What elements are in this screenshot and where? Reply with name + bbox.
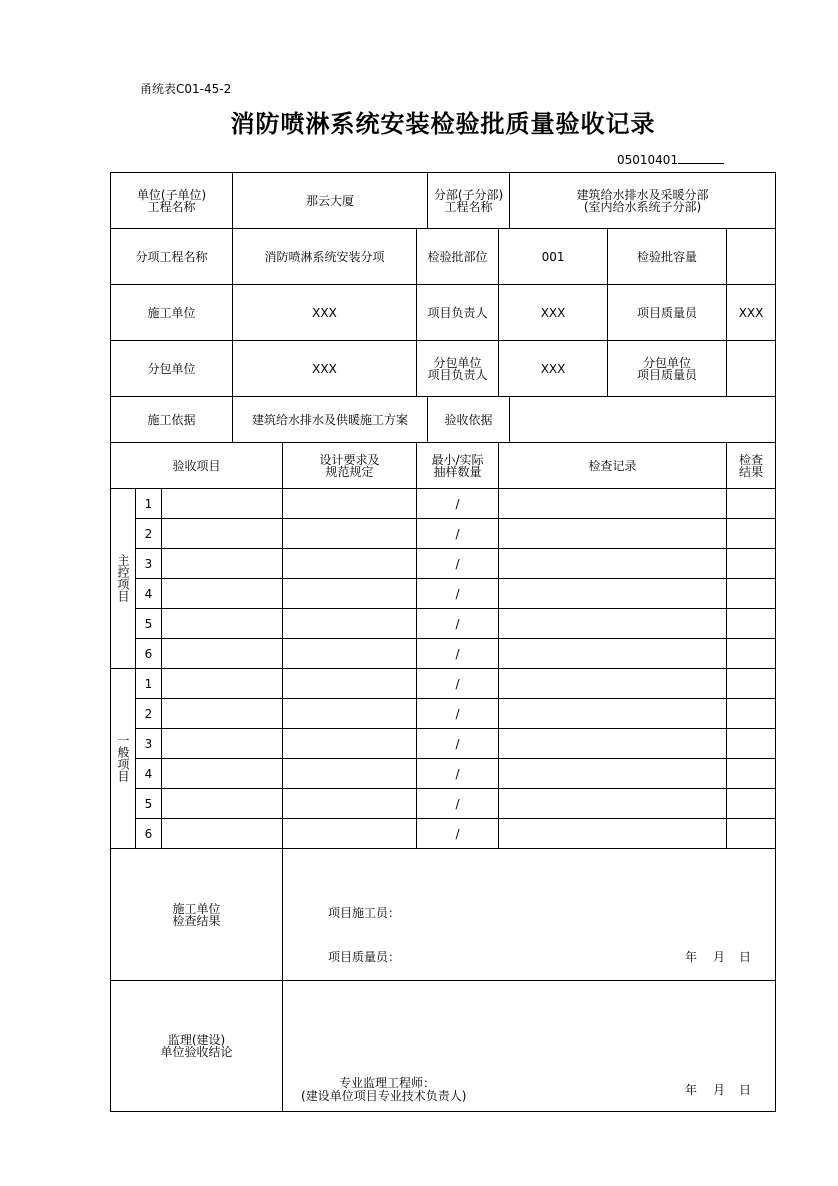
row-sample: / [417,699,499,729]
row-record [499,609,727,639]
quality-officer-label: 项目质量员 [608,285,727,341]
row-result [727,819,776,849]
row-design [283,609,417,639]
batch-capacity-label: 检验批容量 [608,229,727,285]
row-record [499,759,727,789]
row-no: 2 [136,519,162,549]
row-sample: / [417,639,499,669]
row-no: 6 [136,639,162,669]
col-item: 验收项目 [111,443,283,489]
row-result [727,759,776,789]
contractor-check-signature [283,849,776,981]
row-no: 3 [136,549,162,579]
row-sample: / [417,549,499,579]
table-row [111,579,776,609]
month-label: 月 [713,950,726,964]
row-item [162,609,283,639]
contractor-label: 施工单位 [111,285,233,341]
year-label: 年 [685,950,698,964]
table-row [111,489,776,519]
day-label: 日 [739,1083,752,1097]
row-result [727,519,776,549]
row-no: 5 [136,789,162,819]
row-record [499,489,727,519]
unit-project-label: 单位(子单位) 工程名称 [111,173,233,229]
row-design [283,639,417,669]
year-label: 年 [685,1083,698,1097]
row-no: 4 [136,759,162,789]
row-record [499,519,727,549]
sub-quality-label: 分包单位 项目质量员 [608,341,727,397]
contractor-check-label: 施工单位 检查结果 [111,849,283,981]
table-row [111,819,776,849]
row-sample: / [417,579,499,609]
table-row [111,699,776,729]
row-design [283,549,417,579]
row-result [727,609,776,639]
row-design [283,759,417,789]
table-row [111,519,776,549]
row-sample: / [417,789,499,819]
row-no: 2 [136,699,162,729]
batch-part-label: 检验批部位 [417,229,499,285]
row-item [162,519,283,549]
col-design: 设计要求及 规范规定 [283,443,417,489]
row-record [499,549,727,579]
row-item [162,549,283,579]
row-sample: / [417,519,499,549]
row-record [499,579,727,609]
row-item [162,579,283,609]
row-result [727,669,776,699]
day-label: 日 [739,950,752,964]
row-item [162,489,283,519]
row-design [283,729,417,759]
supervision-signature [283,981,776,1112]
table-row [111,609,776,639]
sub-manager-value: XXX [499,341,608,397]
row-result [727,789,776,819]
row-record [499,699,727,729]
page-title: 消防喷淋系统安装检验批质量验收记录 [230,110,656,138]
subcontractor-label: 分包单位 [111,341,233,397]
worker-label: 项目施工员： [328,906,401,920]
row-design [283,669,417,699]
row-item [162,759,283,789]
col-result: 检查 结果 [727,443,776,489]
subcontractor-value: XXX [233,341,417,397]
col-sample: 最小/实际 抽样数量 [417,443,499,489]
engineer-label: 专业监理工程师： [339,1076,436,1090]
row-design [283,789,417,819]
form-code: 甬统表C01-45-2 [140,82,232,96]
row-result [727,489,776,519]
row-result [727,579,776,609]
row-record [499,669,727,699]
row-no: 1 [136,489,162,519]
row-design [283,489,417,519]
engineer-alt-label: (建设单位项目专业技术负责人) [301,1089,467,1103]
row-sample: / [417,489,499,519]
unit-project-value: 那云大厦 [233,173,428,229]
sub-division-value: 建筑给水排水及采暖分部 (室内给水系统子分部) [510,173,776,229]
item-project-value: 消防喷淋系统安装分项 [233,229,417,285]
row-result [727,639,776,669]
row-record [499,729,727,759]
construction-basis-label: 施工依据 [111,397,233,443]
row-sample: / [417,759,499,789]
row-item [162,699,283,729]
row-item [162,789,283,819]
row-no: 6 [136,819,162,849]
sub-division-label: 分部(子分部) 工程名称 [428,173,510,229]
row-result [727,729,776,759]
table-row [111,789,776,819]
row-design [283,819,417,849]
item-project-label: 分项工程名称 [111,229,233,285]
row-no: 3 [136,729,162,759]
row-record [499,819,727,849]
table-row [111,669,776,699]
contractor-value: XXX [233,285,417,341]
doc-number-blank [678,152,724,164]
main-items-group: 主控项目 [111,489,136,669]
quality-label: 项目质量员： [328,950,401,964]
row-item [162,669,283,699]
quality-officer-value: XXX [727,285,776,341]
row-sample: / [417,729,499,759]
doc-number-value: 05010401 [617,153,679,167]
table-row [111,759,776,789]
row-item [162,819,283,849]
row-design [283,699,417,729]
supervision-label: 监理(建设) 单位验收结论 [111,981,283,1112]
doc-number [617,152,724,167]
construction-basis-value: 建筑给水排水及供暖施工方案 [233,397,428,443]
row-item [162,729,283,759]
month-label: 月 [713,1083,726,1097]
batch-part-value: 001 [499,229,608,285]
row-sample: / [417,819,499,849]
row-item [162,639,283,669]
row-no: 5 [136,609,162,639]
table-row [111,729,776,759]
row-sample: / [417,669,499,699]
row-no: 4 [136,579,162,609]
project-manager-label: 项目负责人 [417,285,499,341]
acceptance-basis-label: 验收依据 [428,397,510,443]
general-items-group: 一般项目 [111,669,136,849]
row-sample: / [417,609,499,639]
col-record: 检查记录 [499,443,727,489]
row-result [727,549,776,579]
project-manager-value: XXX [499,285,608,341]
row-record [499,639,727,669]
table-row [111,639,776,669]
table-row [111,549,776,579]
row-design [283,519,417,549]
inspection-form [110,172,776,1112]
row-record [499,789,727,819]
sub-quality-value [727,341,776,397]
sub-manager-label: 分包单位 项目负责人 [417,341,499,397]
acceptance-basis-value [510,397,776,443]
row-no: 1 [136,669,162,699]
row-design [283,579,417,609]
row-result [727,699,776,729]
batch-capacity-value [727,229,776,285]
